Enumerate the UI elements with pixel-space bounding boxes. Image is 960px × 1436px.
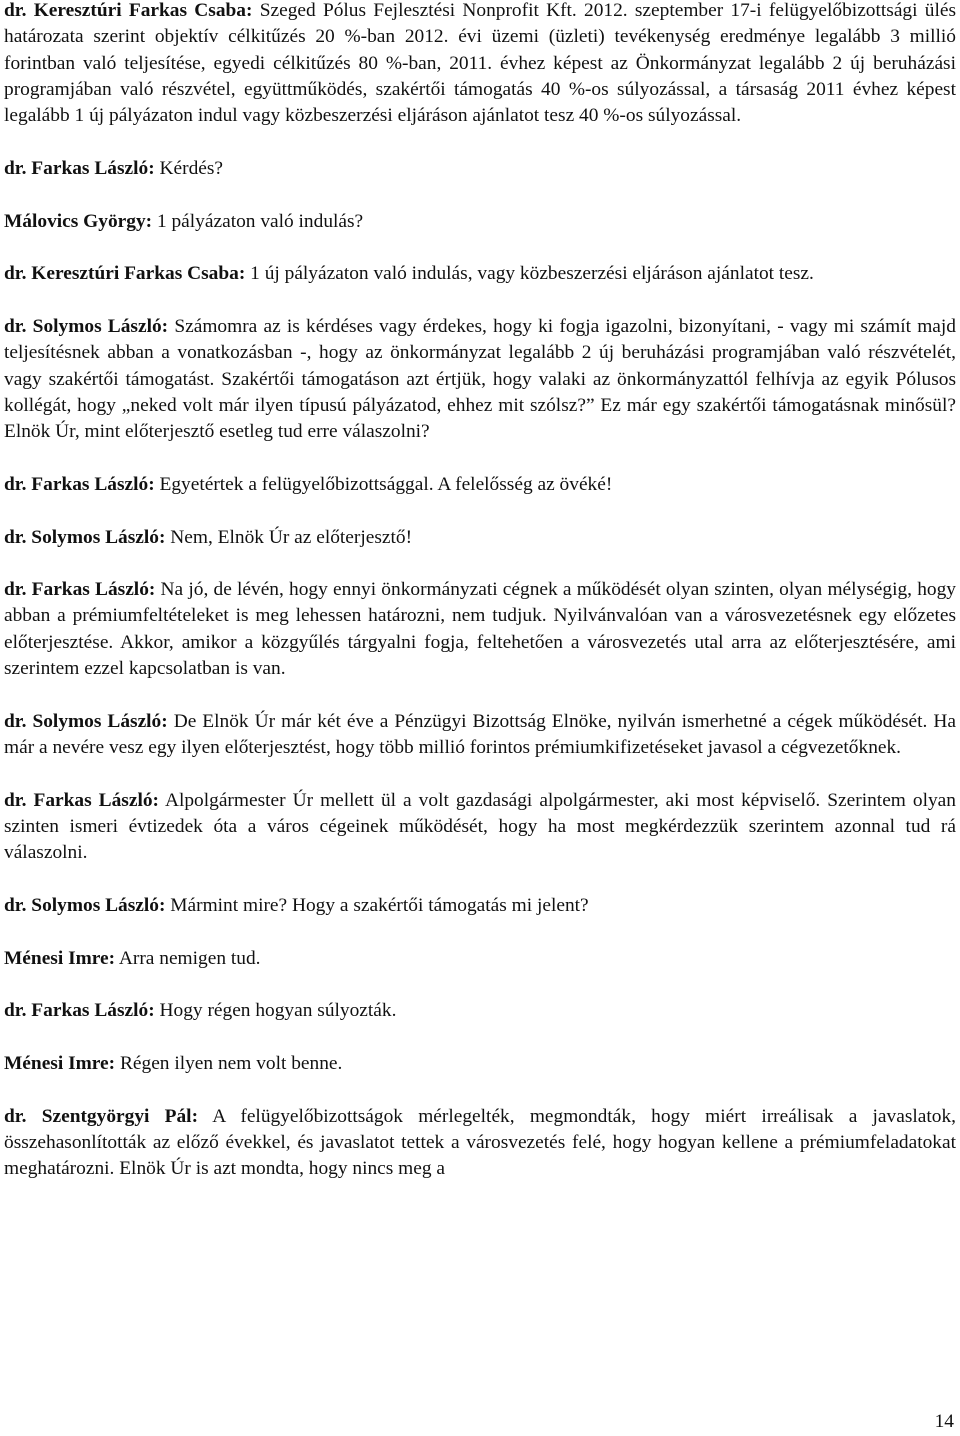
speech-text: Szeged Pólus Fejlesztési Nonprofit Kft. 2012. szeptember 17-i felügyelőbizottsági ülés határozata szerint objektív célkitűzés 20 %-ban 2012. évi üzemi (üzleti) tevékenység eredménye legalább 3 millió forintban való teljesítése, egyedi célkitűzés 80 %-ban, 2011. évhez képest az Önkormányzat legalább 2 új beruházási programjában való részvétel, együttműködés, szakértői támogatás 40 %-os súlyozással, a társaság 2011 évhez képest legalább 1 új pályázaton indul vagy közbeszerzési eljáráson ajánlatot tesz 40 %-os súlyozással. <box>4 0 956 127</box>
speaker-name: dr. Solymos László: <box>4 710 168 732</box>
paragraph-malovics-1 <box>4 209 956 235</box>
speaker-name: dr. Keresztúri Farkas Csaba: <box>4 0 253 21</box>
paragraph-farkas-5 <box>4 998 956 1024</box>
speech-text: Alpolgármester Úr mellett ül a volt gazdasági alpolgármester, aki most képviselő. Szerintem olyan szinten ismeri évtizedek óta a város cégeinek működését, hogy ha most megkérdezzük szerintem azonnal tud rá válaszolni. <box>4 789 956 864</box>
paragraph-solymos-3 <box>4 709 956 762</box>
paragraph-farkas-1 <box>4 156 956 182</box>
speaker-name: dr. Solymos László: <box>4 895 166 917</box>
speech-text: Régen ilyen nem volt benne. <box>115 1053 343 1075</box>
speaker-name: dr. Farkas László: <box>4 473 155 495</box>
paragraph-menesi-2 <box>4 1051 956 1077</box>
speech-text: 1 pályázaton való indulás? <box>152 210 364 232</box>
paragraph-solymos-4 <box>4 893 956 919</box>
speech-text: Számomra az is kérdéses vagy érdekes, hogy ki fogja igazolni, bizonyítani, - vagy mi számít majd teljesítésnek abban a vonatkozásban -, hogy az önkormányzat legalább 2 új beruházási programjában való részvételét, vagy szakértői támogatást. Szakértői támogatáson azt értjük, hogy valaki az önkormányzattól felhívja az egyik Pólusos kollégát, hogy „neked volt már ilyen típusú pályázatod, ehhez mit szólsz?” Ez már egy szakértői támogatásnak minősül? Elnök Úr, mint előterjesztő esetleg tud erre válaszolni? <box>4 315 956 443</box>
paragraph-solymos-1 <box>4 314 956 445</box>
paragraph-kereszturi-2 <box>4 261 956 287</box>
paragraph-solymos-2 <box>4 525 956 551</box>
document-page <box>4 0 956 1183</box>
paragraph-farkas-3 <box>4 577 956 682</box>
speech-text: Nem, Elnök Úr az előterjesztő! <box>165 526 413 548</box>
speech-text: Na jó, de lévén, hogy ennyi önkormányzati cégnek a működését olyan szinten, olyan mélységig, hogy abban a prémiumfeltételeket is meg lehessen határozni, nem tudjuk. Nyilvánvalóan van a városvezetésnek egy előzetes előterjesztése. Akkor, amikor a közgyűlés tárgyalni fogja, feltehetően a városvezetés utal arra az előterjesztésére, ami szerintem ezzel kapcsolatban is van. <box>4 579 956 680</box>
paragraph-kereszturi-1 <box>4 0 956 129</box>
paragraph-szentgyorgyi-1 <box>4 1104 956 1183</box>
speech-text: 1 új pályázaton való indulás, vagy közbeszerzési eljáráson ajánlatot tesz. <box>245 263 814 285</box>
speaker-name: dr. Farkas László: <box>4 157 155 179</box>
paragraph-farkas-4 <box>4 788 956 867</box>
speech-text: A felügyelőbizottságok mérlegelték, megmondták, hogy miért irreálisak a javaslatok, összehasonlították az előző évekkel, és javaslatot tettek a városvezetés felé, hogy hogyan kellene a prémiumfeladatokat meghatározni. Elnök Úr is azt mondta, hogy nincs meg a <box>4 1105 956 1180</box>
page-number: 14 <box>934 1411 954 1432</box>
paragraph-menesi-1 <box>4 946 956 972</box>
speaker-name: Ménesi Imre: <box>4 947 116 969</box>
speaker-name: dr. Farkas László: <box>4 789 159 811</box>
speaker-name: Ménesi Imre: <box>4 1053 116 1075</box>
paragraph-farkas-2 <box>4 472 956 498</box>
speech-text: Kérdés? <box>154 157 224 179</box>
speech-text: De Elnök Úr már két éve a Pénzügyi Bizottság Elnöke, nyilván ismerhetné a cégek működését. Ha már a nevére vesz egy ilyen előterjesztést, hogy több millió forintos prémiumkifizetéseket javasol a cégvezetőknek. <box>4 710 956 759</box>
speaker-name: dr. Keresztúri Farkas Csaba: <box>4 263 246 285</box>
speaker-name: dr. Farkas László: <box>4 1000 155 1022</box>
speech-text: Arra nemigen tud. <box>115 947 261 969</box>
speech-text: Mármint mire? Hogy a szakértői támogatás mi jelent? <box>165 895 589 917</box>
speaker-name: dr. Farkas László: <box>4 579 156 601</box>
speech-text: Hogy régen hogyan súlyozták. <box>154 1000 397 1022</box>
speech-text: Egyetértek a felügyelőbizottsággal. A felelősség az övéké! <box>154 473 613 495</box>
speaker-name: dr. Szentgyörgyi Pál: <box>4 1105 199 1127</box>
speaker-name: Málovics György: <box>4 210 153 232</box>
speaker-name: dr. Solymos László: <box>4 315 169 337</box>
speaker-name: dr. Solymos László: <box>4 526 166 548</box>
